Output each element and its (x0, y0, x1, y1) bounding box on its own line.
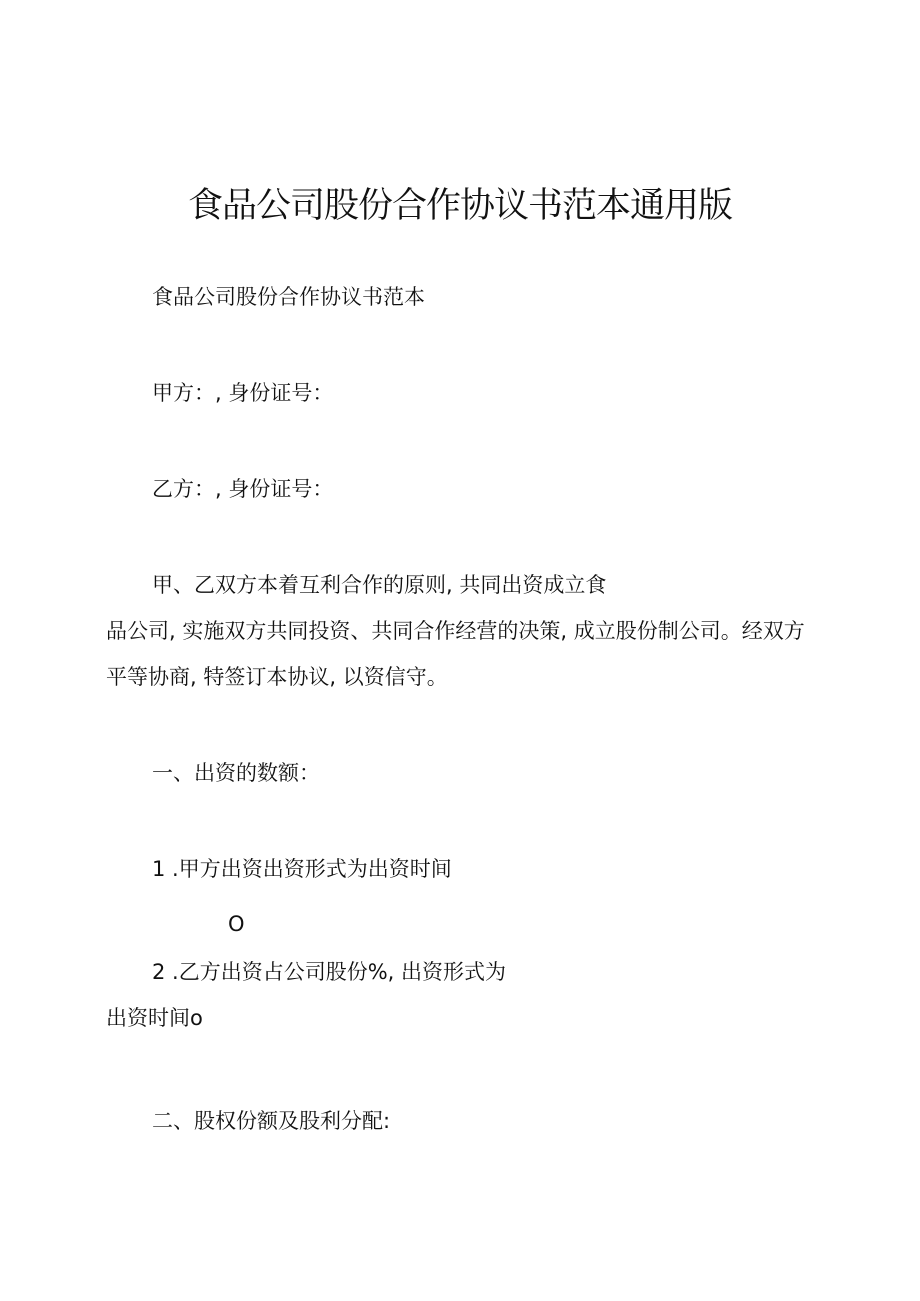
section-1-heading: 一、出资的数额： (152, 761, 320, 785)
intro-line-1: 甲、乙双方本着互利合作的原则, 共同出资成立食 (152, 573, 607, 597)
document-subtitle: 食品公司股份合作协议书范本 (152, 285, 425, 309)
document-title: 食品公司股份合作协议书范本通用版 (187, 186, 732, 226)
section-2-heading: 二、股权份额及股利分配: (152, 1109, 391, 1133)
section-1-item-1-end: O (228, 912, 245, 936)
intro-line-2: 品公司, 实施双方共同投资、共同合作经营的决策, 成立股份制公司。经双方 (106, 619, 805, 643)
intro-line-3: 平等协商, 特签订本协议, 以资信守。 (106, 665, 448, 689)
party-a-line: 甲方：, 身份证号： (152, 381, 334, 405)
party-b-line: 乙方：, 身份证号： (152, 477, 334, 501)
section-1-item-1: 1 .甲方出资出资形式为出资时间 (152, 857, 452, 881)
section-1-item-2: 2 .乙方出资占公司股份%, 出资形式为 (152, 960, 507, 984)
section-1-item-2-end: 出资时间o (106, 1006, 203, 1030)
